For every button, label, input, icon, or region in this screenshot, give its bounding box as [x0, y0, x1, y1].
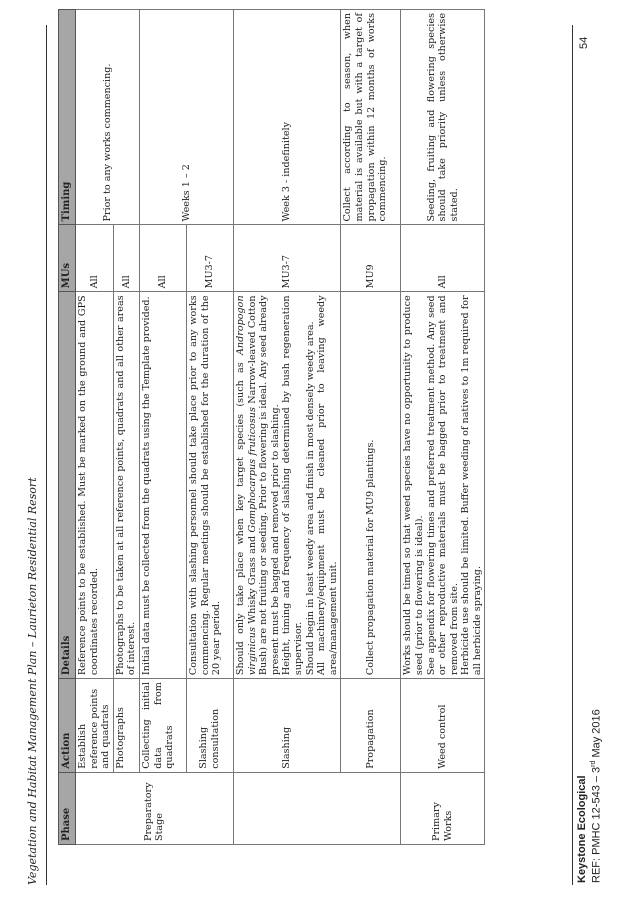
details-cell — [233, 292, 340, 679]
timing-cell: Weeks 1 – 2 — [139, 10, 233, 225]
table-row — [76, 10, 114, 845]
details-cell: Consultation with slashing personnel should take place prior to any works commencing. Regular meetings should be established for the duration of the 20 year period. — [186, 292, 233, 679]
details-cell: Initial data must be collected from the quadrats using the Template provided. — [139, 292, 186, 679]
action-cell: Propagation — [341, 679, 401, 773]
column-header-details: Details — [59, 292, 76, 679]
footer-company-name: Keystone Ecological — [576, 775, 588, 883]
slashing-text-5: Should begin in least weedy area and finish in most densely weedy area. — [304, 321, 316, 676]
slashing-text-2: Whisky Grass and — [246, 535, 258, 624]
header-divider — [46, 25, 47, 885]
footer-divider — [572, 25, 573, 885]
slashing-text-6: All machinery/equipment must be cleaned prior to leaving weedy area/management unit. — [316, 295, 339, 676]
footer-ref-prefix: REF: PMHC 12-543 – 3 — [590, 766, 603, 883]
action-cell: Collecting initial data from quadrats — [139, 679, 186, 773]
column-header-phase: Phase — [59, 772, 76, 844]
column-header-action: Action — [59, 679, 76, 773]
table-header-row — [59, 10, 76, 845]
timing-cell: Collect according to season, when material is available but with a target of propagation within 12 months of works commencing. — [341, 10, 401, 225]
slashing-text-1: Should only take place when key target species (such as — [234, 362, 246, 676]
species-name: Gomphocarpus fruticosus — [246, 407, 258, 533]
management-actions-table — [58, 9, 485, 845]
species-name: Andropogon virginicus — [234, 295, 258, 676]
table-row — [401, 10, 485, 845]
details-cell — [401, 292, 485, 679]
phase-cell: Preparatory Stage — [76, 772, 234, 844]
mus-cell: MU9 — [341, 225, 401, 292]
slashing-text-3: Narrow-leaved Cotton Bush) are not fruiting or seeding. Prior to flowering is ideal. Any seed already present must be bagged and removed prior to slashing. — [246, 295, 281, 676]
action-cell: Weed control — [401, 679, 485, 773]
timing-cell: Prior to any works commencing. — [76, 10, 140, 225]
action-cell: Slashing consultation — [186, 679, 233, 773]
footer-ref-superscript: rd — [590, 760, 597, 767]
column-header-timing: Timing — [59, 10, 76, 225]
mus-cell: MU3-7 — [186, 225, 233, 292]
mus-cell: All — [113, 225, 139, 292]
details-cell: Collect propagation material for MU9 plantings. — [341, 292, 401, 679]
phase-cell: Primary Works — [401, 772, 485, 844]
mus-cell: All — [76, 225, 114, 292]
mus-cell: MU3-7 — [233, 225, 340, 292]
action-cell: Establish reference points and quadrats — [76, 679, 114, 773]
weed-control-text-3: Herbicide use should be limited. Buffer weeding of natives to 1m required for all herbicide spraying. — [460, 295, 483, 676]
mus-cell: All — [139, 225, 186, 292]
timing-cell: Week 3 - indefinitely — [233, 10, 340, 225]
table-row — [341, 10, 401, 845]
document-header-title: Vegetation and Habitat Management Plan – Laurieton Residential Resort — [26, 477, 39, 885]
weed-control-text-1: Works should be timed so that weed species have no opportunity to produce seed (prior to flowering is ideal). — [402, 295, 425, 676]
footer-ref-suffix: May 2016 — [590, 709, 603, 761]
table-row — [233, 10, 340, 845]
page-number: 54 — [578, 36, 590, 49]
weed-control-text-2: See appendix for flowering times and preferred treatment method. Any seed or other reproductive materials must be bagged prior to treatment and removed from site. — [425, 295, 460, 676]
action-cell: Photographs — [113, 679, 139, 773]
phase-cell — [233, 772, 400, 844]
timing-cell: Seeding, fruiting and flowering species should take priority unless otherwise stated. — [401, 10, 485, 225]
details-cell: Reference points to be established. Must be marked on the ground and GPS coordinates recorded. — [76, 292, 114, 679]
action-cell: Slashing — [233, 679, 340, 773]
footer-reference — [590, 709, 603, 883]
table-row — [139, 10, 186, 845]
column-header-mus: MUs — [59, 225, 76, 292]
slashing-text-4: Height, timing and frequency of slashing determined by bush regeneration supervisor. — [281, 295, 304, 676]
mus-cell: All — [401, 225, 485, 292]
details-cell: Photographs to be taken at all reference points, quadrats and all other areas of interest. — [113, 292, 139, 679]
